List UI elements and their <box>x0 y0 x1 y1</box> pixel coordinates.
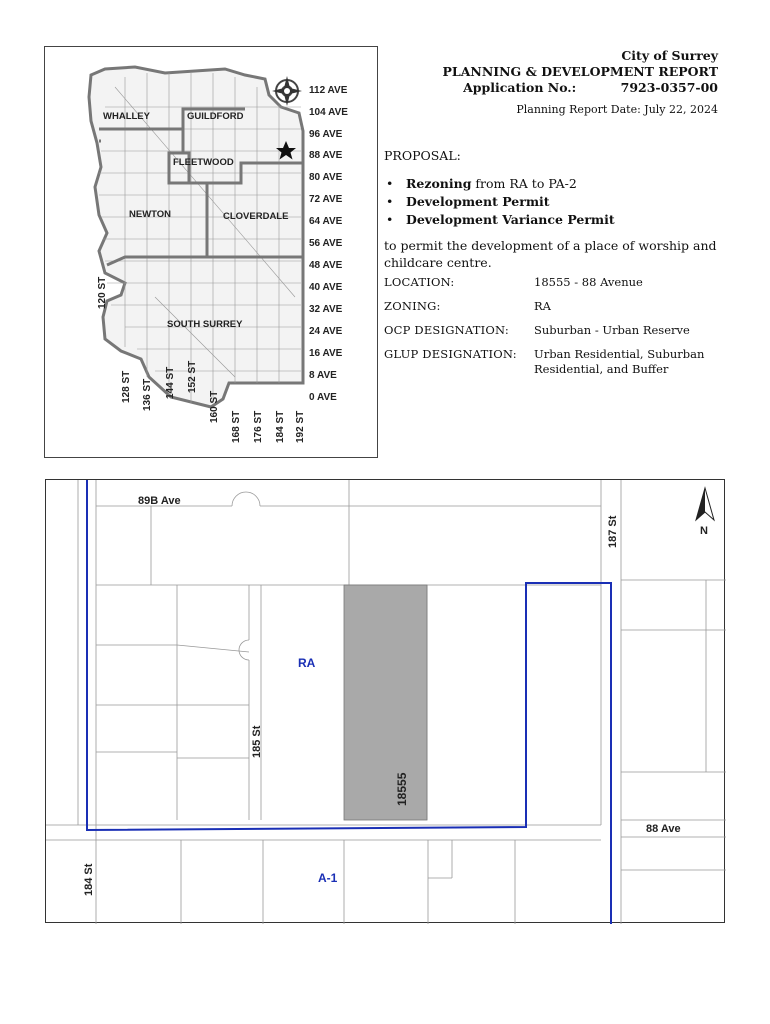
site-map <box>45 479 725 923</box>
proposal-section <box>384 148 724 271</box>
report-title: PLANNING & DEVELOPMENT REPORT <box>442 64 718 79</box>
street-185-st: 185 St <box>251 725 263 758</box>
proposal-description: to permit the development of a place of worship and childcare centre. <box>384 238 717 270</box>
list-item: • Rezoning from RA to PA-2 <box>384 175 724 193</box>
svg-text:176 ST: 176 ST <box>253 410 264 443</box>
svg-text:8 AVE: 8 AVE <box>309 370 337 381</box>
svg-text:64 AVE: 64 AVE <box>309 216 343 227</box>
report-date: Planning Report Date: July 22, 2024 <box>516 103 718 116</box>
district-fleetwood: FLEETWOOD <box>173 157 234 168</box>
district-south-surrey: SOUTH SURREY <box>167 319 243 330</box>
list-item: • Development Permit <box>384 193 724 211</box>
svg-text:168 ST: 168 ST <box>231 410 242 443</box>
svg-text:120 ST: 120 ST <box>97 276 108 309</box>
list-item: • Development Variance Permit <box>384 211 724 229</box>
application-label: Application No.: <box>463 80 577 95</box>
zone-label-ra: RA <box>298 656 316 670</box>
application-row <box>443 80 718 96</box>
svg-text:160 ST: 160 ST <box>209 390 220 423</box>
svg-text:40 AVE: 40 AVE <box>309 282 343 293</box>
street-184-st: 184 St <box>83 863 95 896</box>
subject-lot <box>344 585 427 820</box>
application-number: 7923-0357-00 <box>620 80 718 95</box>
district-cloverdale: CLOVERDALE <box>223 211 289 222</box>
svg-text:152 ST: 152 ST <box>187 360 198 393</box>
glup-row: GLUP DESIGNATION: Urban Residential, Suburban Residential, and Buffer <box>384 347 705 376</box>
svg-text:0 AVE: 0 AVE <box>309 392 337 403</box>
key-map-graphic <box>45 47 379 459</box>
site-map-graphic <box>46 480 726 924</box>
avenue-labels <box>309 85 348 403</box>
svg-text:184 ST: 184 ST <box>275 410 286 443</box>
subject-lot-address: 18555 <box>395 772 409 806</box>
svg-text:24 AVE: 24 AVE <box>309 326 343 337</box>
svg-text:80 AVE: 80 AVE <box>309 172 343 183</box>
street-88-ave: 88 Ave <box>646 823 681 835</box>
svg-text:56 AVE: 56 AVE <box>309 238 343 249</box>
svg-text:136 ST: 136 ST <box>142 378 153 411</box>
city-name: City of Surrey <box>621 48 718 63</box>
svg-text:104 AVE: 104 AVE <box>309 107 348 118</box>
proposal-label: PROPOSAL: <box>384 148 461 163</box>
street-89b-ave: 89B Ave <box>138 495 181 507</box>
designation-fields <box>384 275 724 386</box>
report-header <box>443 48 718 118</box>
svg-text:88 AVE: 88 AVE <box>309 150 343 161</box>
svg-text:192 ST: 192 ST <box>295 410 306 443</box>
district-whalley: WHALLEY <box>103 111 150 122</box>
zoning-row: ZONING: RA <box>384 299 551 313</box>
proposal-list <box>384 175 724 229</box>
svg-text:72 AVE: 72 AVE <box>309 194 343 205</box>
north-arrow-icon <box>696 488 714 520</box>
svg-text:128 ST: 128 ST <box>121 370 132 403</box>
ocp-row: OCP DESIGNATION: Suburban - Urban Reserve <box>384 323 690 337</box>
street-187-st: 187 St <box>607 515 619 548</box>
key-map <box>44 46 378 458</box>
svg-text:32 AVE: 32 AVE <box>309 304 343 315</box>
north-label: N <box>700 525 708 537</box>
location-row: LOCATION: 18555 - 88 Avenue <box>384 275 643 289</box>
svg-text:144 ST: 144 ST <box>165 366 176 399</box>
svg-text:112 AVE: 112 AVE <box>309 85 348 96</box>
svg-text:16 AVE: 16 AVE <box>309 348 343 359</box>
svg-text:48 AVE: 48 AVE <box>309 260 343 271</box>
district-guildford: GUILDFORD <box>187 111 244 122</box>
zone-label-a1: A-1 <box>318 871 338 885</box>
svg-text:96 AVE: 96 AVE <box>309 129 343 140</box>
district-newton: NEWTON <box>129 209 172 220</box>
